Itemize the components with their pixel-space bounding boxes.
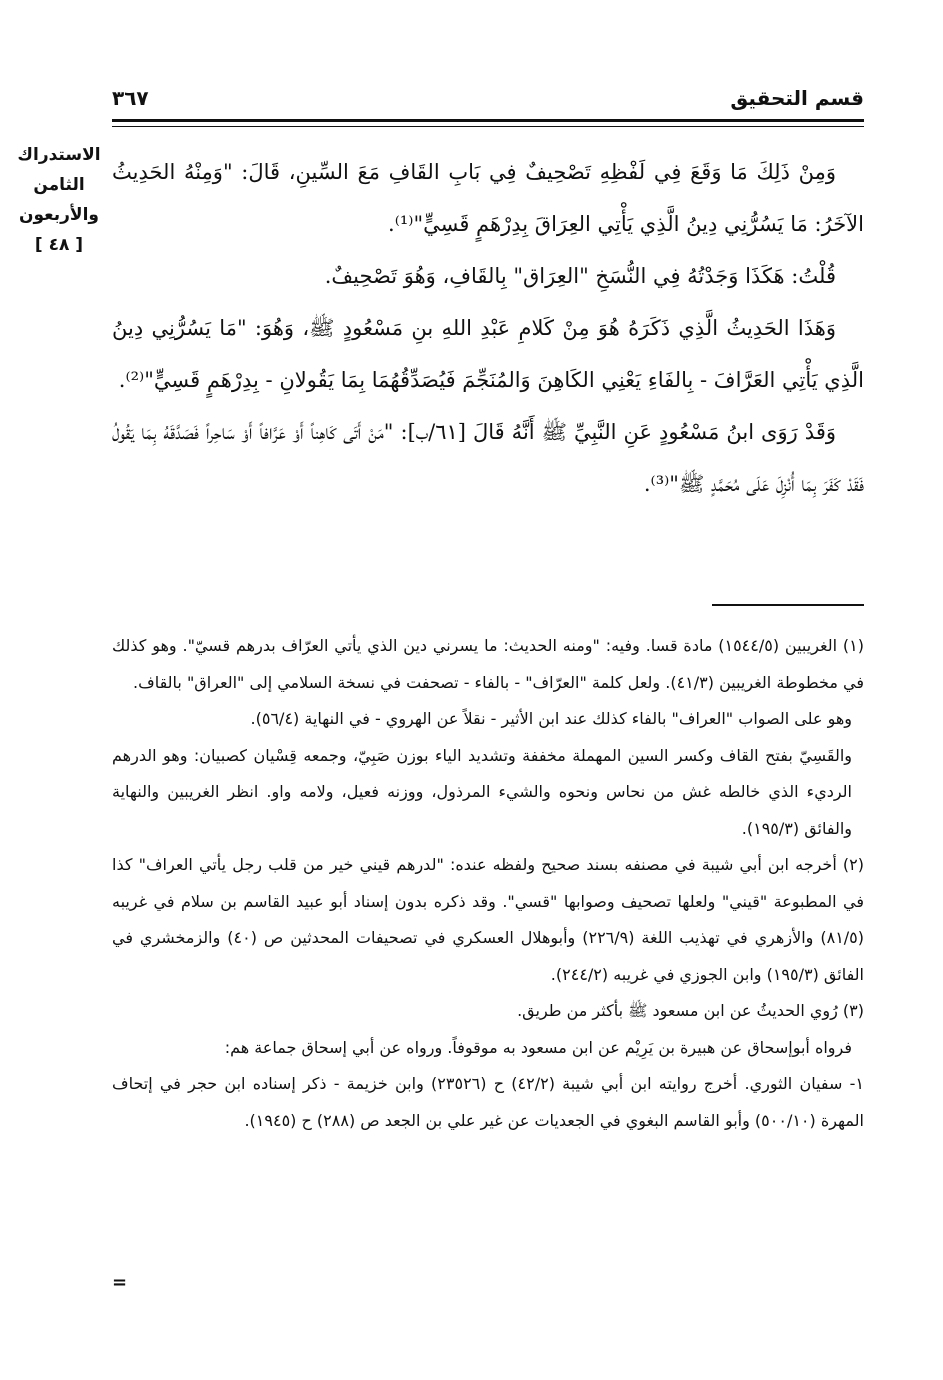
running-title: قسم التحقيق <box>730 86 864 110</box>
margin-note <box>12 140 106 260</box>
paragraph: وَمِنْ ذَلِكَ مَا وَقَعَ فِي لَفْظِهِ تَصْحِيفٌ فِي بَابِ القَافِ مَعَ السِّينِ، قَالَ: "وَمِنْهُ الحَدِيثُ الآخَرُ: مَا يَسُرُّنِي دِينُ الَّذِي يَأْتِي العِرَاقَ بِدِرْهَمٍ قَسِيٍّ"⁽¹⁾. <box>112 160 864 236</box>
paragraph: وَقَدْ رَوَى ابنُ مَسْعُودٍ عَنِ النَّبِيِّ ﷺ أَنَّهُ قَالَ [٦١/ب]: "مَنْ أَتَى كَاهِناً أَوْ عَرَّافاً أَوْ سَاحِراً فَصَدَّقَهُ بِمَا يَقُولُ فَقَدْ كَفَرَ بِمَا أُنْزِلَ عَلَى مُحَمَّدٍ ﷺ"⁽³⁾. <box>112 420 864 496</box>
page-number: ٣٦٧ <box>112 86 149 110</box>
footnote-2: (٢) أخرجه ابن أبي شيبة في مصنفه بسند صحيح ولفظه عنده: "لدرهم قيني خير من قلب رجل يأتي العراف" كذا في المطبوعة "قيني" ولعلها تصحيف وصوابها "قسي". وقد ذكره بدون إسناد أبو عبيد القاسم بن سلام في غريبه (٨١/٥) والأزهري في تهذيب اللغة (٢٢٦/٩) وأبوهلال العسكري في تصحيفات المحدثين ص (٤٠) والزمخشري في الفائق (١٩٥/٣) وابن الجوزي في غريبه (٢٤٤/٢). <box>112 855 865 984</box>
footnote-1: (١) الغريبين (١٥٤٤/٥) مادة قسا. وفيه: "ومنه الحديث: ما يسرني دين الذي يأتي العرّاف بدرهم قسيّ". وهو كذلك في مخطوطة الغريبين (٤١/٣). ولعل كلمة "العرّاف" - بالفاء - تصحفت في نسخة السلامي إلى "العراق" بالقاف. <box>112 636 865 692</box>
footnotes <box>112 628 864 1139</box>
margin-note-number: [ ٤٨ ] <box>34 235 84 255</box>
paragraph: قُلْتُ: هَكَذَا وَجَدْتُهُ فِي النُّسَخِ "العِرَاق" بِالقَافِ، وَهُوَ تَصْحِيفٌ. <box>324 264 836 288</box>
footnote-1-continued: وهو على الصواب "العراف" بالفاء كذلك عند ابن الأثير - نقلاً عن الهروي - في النهاية (٥٦/٤). <box>250 709 852 728</box>
continuation-mark: = <box>112 1272 128 1293</box>
paragraph: وَهَذَا الحَدِيثُ الَّذِي ذَكَرَهُ هُوَ مِنْ كَلامِ عَبْدِ اللهِ بنِ مَسْعُودٍ ﷺ، وَهُوَ: "مَا يَسُرُّنِي دِينُ الَّذِي يَأْتِي العَرَّافَ - بِالفَاءِ يَعْنِي الكَاهِنَ وَالمُنَجِّمَ فَيُصَدِّقُهُمَا بِمَا يَقُولانِ - بِدِرْهَمٍ قَسِيٍّ"⁽²⁾. <box>112 316 864 392</box>
header-rule-thin <box>112 126 864 127</box>
footnote-separator <box>712 604 864 606</box>
footnote-1-continued: والقَسِيّ بفتح القاف وكسر السين المهملة مخففة وتشديد الياء بوزن صَبِيّ، وجمعه قِسْيان كصبيان: وهو الدرهم الرديء الذي خالطه غش من نحاس ونحوه والشيء المرذول، ووزنه فعيل، ولامه واو. انظر الغريبين والنهاية والفائق (١٩٥/٣). <box>112 745 852 838</box>
header-rule-thick <box>112 119 864 122</box>
margin-note-line: والأربعون <box>19 205 99 225</box>
margin-note-line: الاستدراك <box>17 145 101 165</box>
margin-note-line: الثامن <box>33 175 85 195</box>
footnote-3-list-item: ١- سفيان الثوري. أخرج روايته ابن أبي شيبة (٤٢/٢) ح (٢٣٥٢٦) وابن خزيمة - ذكر إسناده ابن حجر في إتحاف المهرة (٥٠٠/١٠) وأبو القاسم البغوي في الجعديات عن غير علي بن الجعد ص (٢٨٨) ح (١٩٤٥). <box>112 1074 865 1130</box>
footnote-3: (٣) رُوي الحديثُ عن ابن مسعود ﷺ بأكثر من طريق. <box>517 1001 864 1020</box>
main-text <box>112 146 864 510</box>
footnote-3-continued: فرواه أبوإسحاق عن هبيرة بن يَرِيْم عن ابن مسعود به موقوفاً. ورواه عن أبي إسحاق جماعة هم: <box>224 1037 852 1057</box>
page-header <box>112 80 864 116</box>
